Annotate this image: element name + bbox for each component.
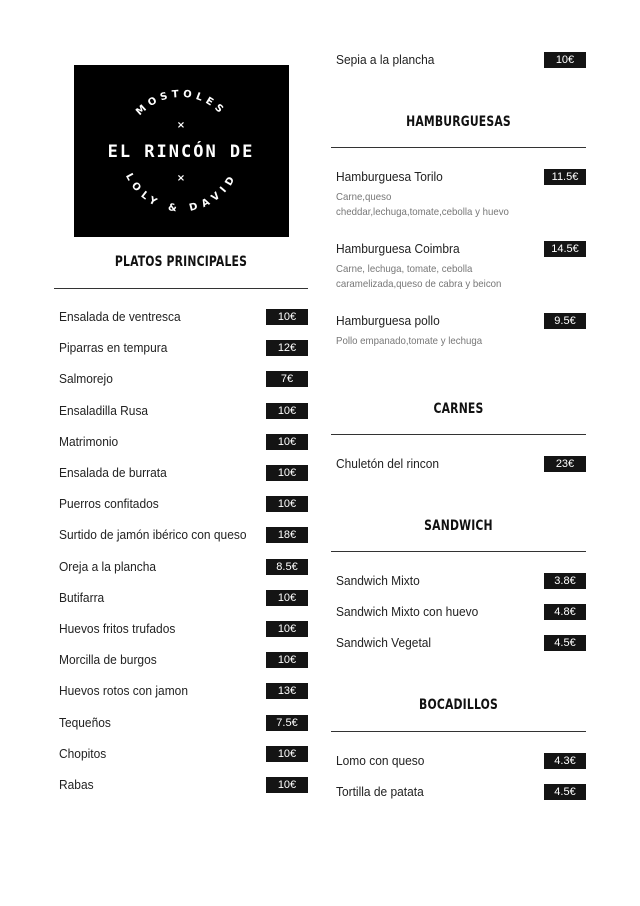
menu-item-price: 10€ xyxy=(266,621,308,637)
menu-item-price: 13€ xyxy=(266,683,308,699)
menu-item xyxy=(331,603,586,623)
menu-item xyxy=(331,634,586,654)
section-title-bocadillos: BOCADILLOS xyxy=(419,697,498,713)
logo-bottom-text: LOLY & DAVID xyxy=(122,171,240,215)
menu-item xyxy=(331,51,586,71)
menu-item-name: Ensalada de burrata xyxy=(59,465,167,480)
description-line: Carne, lechuga, tomate, cebolla xyxy=(336,263,473,275)
menu-item xyxy=(331,783,586,803)
menu-item-price: 10€ xyxy=(266,652,308,668)
menu-item-price: 4.5€ xyxy=(544,635,586,651)
section-divider xyxy=(331,731,586,732)
menu-item-name: Rabas xyxy=(59,777,94,792)
menu-item-price: 18€ xyxy=(266,527,308,543)
menu-item-name: Tortilla de patata xyxy=(336,784,424,799)
menu-item-name: Lomo con queso xyxy=(336,753,425,768)
menu-item xyxy=(54,620,308,640)
menu-item-name: Huevos fritos trufados xyxy=(59,621,176,636)
menu-item xyxy=(331,168,586,188)
restaurant-logo xyxy=(74,65,289,237)
menu-item xyxy=(54,558,308,578)
menu-item-name: Sandwich Mixto xyxy=(336,573,420,588)
menu-item-name: Puerros confitados xyxy=(59,496,159,512)
menu-item-name: Piparras en tempura xyxy=(59,340,168,356)
menu-item xyxy=(54,682,308,702)
description-line: caramelizada,queso de cabra y beicon xyxy=(336,278,502,290)
menu-item-price: 12€ xyxy=(266,340,308,356)
menu-item-name: Morcilla de burgos xyxy=(59,652,157,668)
menu-item-name: Matrimonio xyxy=(59,433,119,449)
menu-item-price: 9.5€ xyxy=(544,313,586,329)
section-divider xyxy=(331,434,586,435)
menu-item-name: Tequeños xyxy=(59,714,111,730)
menu-item-description xyxy=(336,262,520,292)
logo-top-text: MOSTOLES xyxy=(134,88,228,118)
menu-item xyxy=(54,745,308,765)
menu-item-price: 8.5€ xyxy=(266,559,308,575)
description-line: Carne,queso xyxy=(336,191,392,203)
menu-item-price: 7.5€ xyxy=(266,715,308,731)
menu-item-name: Sandwich Vegetal xyxy=(336,635,432,650)
menu-item-price: 10€ xyxy=(266,590,308,606)
menu-item-price: 3.8€ xyxy=(544,573,586,589)
menu-item-price: 10€ xyxy=(266,434,308,450)
menu-item-price: 10€ xyxy=(266,465,308,481)
logo-separator-bottom: × xyxy=(176,173,186,184)
section-title-sandwich: SANDWICH xyxy=(424,518,493,534)
section-divider xyxy=(54,288,308,289)
menu-item-name: Sepia a la plancha xyxy=(336,52,435,67)
menu-item xyxy=(331,572,586,592)
menu-item xyxy=(331,312,586,332)
menu-item-price: 11.5€ xyxy=(544,169,586,185)
menu-item-price: 4.3€ xyxy=(544,753,586,769)
menu-item xyxy=(54,308,308,328)
menu-item-price: 4.5€ xyxy=(544,784,586,800)
description-line: cheddar,lechuga,tomate,cebolla y huevo xyxy=(336,206,509,218)
menu-item xyxy=(331,240,586,260)
menu-item xyxy=(54,714,308,734)
section-divider xyxy=(331,147,586,148)
menu-item-name: Ensaladilla Rusa xyxy=(59,402,149,418)
menu-item-price: 10€ xyxy=(544,52,586,68)
menu-item-price: 7€ xyxy=(266,371,308,387)
menu-item xyxy=(54,651,308,671)
menu-item-price: 10€ xyxy=(266,777,308,793)
menu-item xyxy=(54,589,308,609)
logo-separator-top: × xyxy=(176,120,186,131)
menu-item-price: 14.5€ xyxy=(544,241,586,257)
menu-item-name: Hamburguesa Coimbra xyxy=(336,241,460,256)
menu-item-name: Huevos rotos con jamon xyxy=(59,683,188,699)
menu-item xyxy=(331,752,586,772)
menu-item-price: 10€ xyxy=(266,403,308,419)
menu-item-name: Hamburguesa Torilo xyxy=(336,169,443,184)
menu-item-price: 10€ xyxy=(266,309,308,325)
section-title-hamburguesas: HAMBURGUESAS xyxy=(406,114,511,130)
menu-item xyxy=(54,370,308,390)
menu-item-name: Ensalada de ventresca xyxy=(59,309,181,324)
menu-item-name: Chopitos xyxy=(59,745,107,761)
menu-item-name: Sandwich Mixto con huevo xyxy=(336,604,479,619)
menu-item-description xyxy=(336,334,520,349)
menu-item xyxy=(54,776,308,796)
section-divider xyxy=(331,551,586,552)
menu-item xyxy=(54,464,308,484)
menu-item-name: Chuletón del rincon xyxy=(336,456,440,471)
menu-item xyxy=(331,455,586,475)
menu-item-name: Butifarra xyxy=(59,589,105,605)
logo-main-text: EL RINCÓN DE xyxy=(107,142,255,162)
menu-item-price: 4.8€ xyxy=(544,604,586,620)
section-title-carnes: CARNES xyxy=(433,401,484,417)
menu-item xyxy=(54,339,308,359)
menu-item-description xyxy=(336,190,520,220)
menu-item xyxy=(54,495,308,515)
menu-item xyxy=(54,526,308,546)
menu-item-name: Oreja a la plancha xyxy=(59,558,157,574)
menu-item-price: 10€ xyxy=(266,746,308,762)
menu-item-name: Salmorejo xyxy=(59,371,113,387)
description-line: Pollo empanado,tomate y lechuga xyxy=(336,335,483,347)
menu-item-name: Hamburguesa pollo xyxy=(336,313,440,328)
menu-item xyxy=(54,433,308,453)
section-title-platos-principales: PLATOS PRINCIPALES xyxy=(114,254,248,270)
menu-item-price: 23€ xyxy=(544,456,586,472)
menu-item xyxy=(54,402,308,422)
menu-item-name: Surtido de jamón ibérico con queso xyxy=(59,527,247,543)
menu-item-price: 10€ xyxy=(266,496,308,512)
